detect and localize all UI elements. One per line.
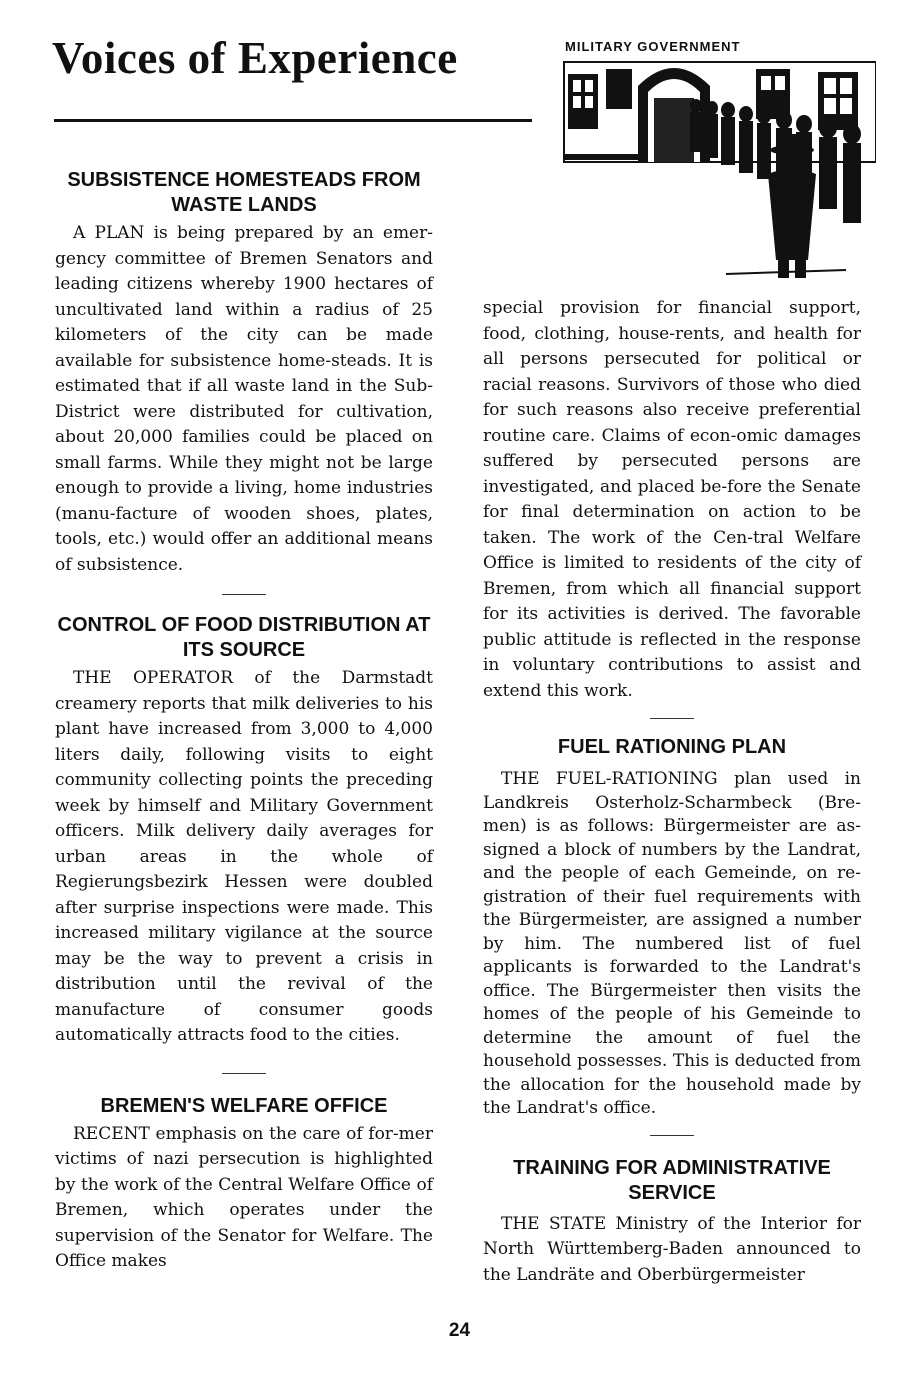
section-divider [222,1073,266,1074]
title-rule [54,119,532,122]
article-heading: CONTROL OF FOOD DISTRIBUTION AT ITS SOURCE [57,614,431,661]
article-heading: BREMEN'S WELFARE OFFICE [100,1094,388,1117]
article-body: THE STATE Ministry of the Interior for North Württemberg-Baden announced to the Landräte and Oberbürgermeister [483,1213,861,1285]
article-administrative-training [483,1156,861,1289]
section-divider [222,594,266,595]
article-body: RECENT emphasis on the care of for-mer victims of nazi persecution is highlighted by the work of the Central Welfare Office of Bremen, which operates under the supervision of the Senator for Welfare. The Office makes [55,1123,433,1271]
article-body: THE OPERATOR of the Darmstadt creamery reports that milk deliveries to his plant have increased from 3,000 to 4,000 liters daily, following visits to eight community collecting points the preceding week by himself and Military Government officers. Milk delivery daily averages for urban areas in the whole of Regierungsbezirk Hessen were doubled after surprise inspections were made. This increased military vigilance at the source may be the way to prevent a crisis in distribution until the revival of the manufacture of consumer goods automatically attracts food to the cities. [55,668,433,1045]
article-bremen-welfare-office [55,1094,433,1275]
article-heading: TRAINING FOR ADMINISTRATIVE SERVICE [513,1156,831,1204]
page-number: 24 [448,1320,471,1341]
article-fuel-rationing [483,735,861,1121]
section-divider [650,1135,694,1136]
article-body: A PLAN is being prepared by an emer-gency committee of Bremen Senators and leading citizens whereby 1900 hectares of uncultivated land within a radius of 25 kilometers of the city can be made available for subsistence home-steads. It is estimated that if all waste land in the Sub-District were distributed for cultivation, about 20,000 families could be placed on small farms. While they might not be large enough to provide a living, home industries (manu-facture of wooden shoes, plates, tools, etc.) would offer an additional means of subsistence. [55,223,433,575]
article-subsistence-homesteads [55,168,433,578]
article-heading: SUBSISTENCE HOMESTEADS FROM WASTE LANDS [67,169,421,216]
article-heading: FUEL RATIONING PLAN [557,736,787,758]
illustration-caption: MILITARY GOVERNMENT [565,39,741,54]
article-food-distribution [55,613,433,1049]
article-body: THE FUEL-RATIONING plan used in Landkreis Osterholz-Scharmbeck (Bre-men) is as follows: Bürgermeister are as-signed a block of numbers by the Landrat, and the people of each Gemeinde, on re-gistration of their fuel requirements with the Bürgermeister, are assigned a number by him. The numbered list of fuel applicants is forwarded to the Landrat's office. The Bürgermeister then visits the homes of the people of his Gemeinde to determine the amount of fuel the household possesses. This is deducted from the allocation for the household made by the Landrat's office. [483,769,861,1118]
article-body-continued: special provision for financial support, food, clothing, house-rents, and health for all persons persecuted for political or racial reasons. Survivors of those who died for such reasons also receive preferential routine care. Claims of econ-omic damages suffered by persecuted persons are investigated, and placed be-fore the Senate for final determination on action to be taken. The work of the Cen-tral Welfare Office is limited to residents of the city of Bremen, from which all financial support for its activities is derived. The favorable public attitude is reflected in the response in voluntary contributions to assist and extend this work. [483,298,861,701]
military-government-illustration [546,24,876,284]
page-title: Voices of Experience [52,33,458,83]
right-column [483,296,861,1288]
left-column [55,168,433,1275]
section-divider [650,718,694,719]
